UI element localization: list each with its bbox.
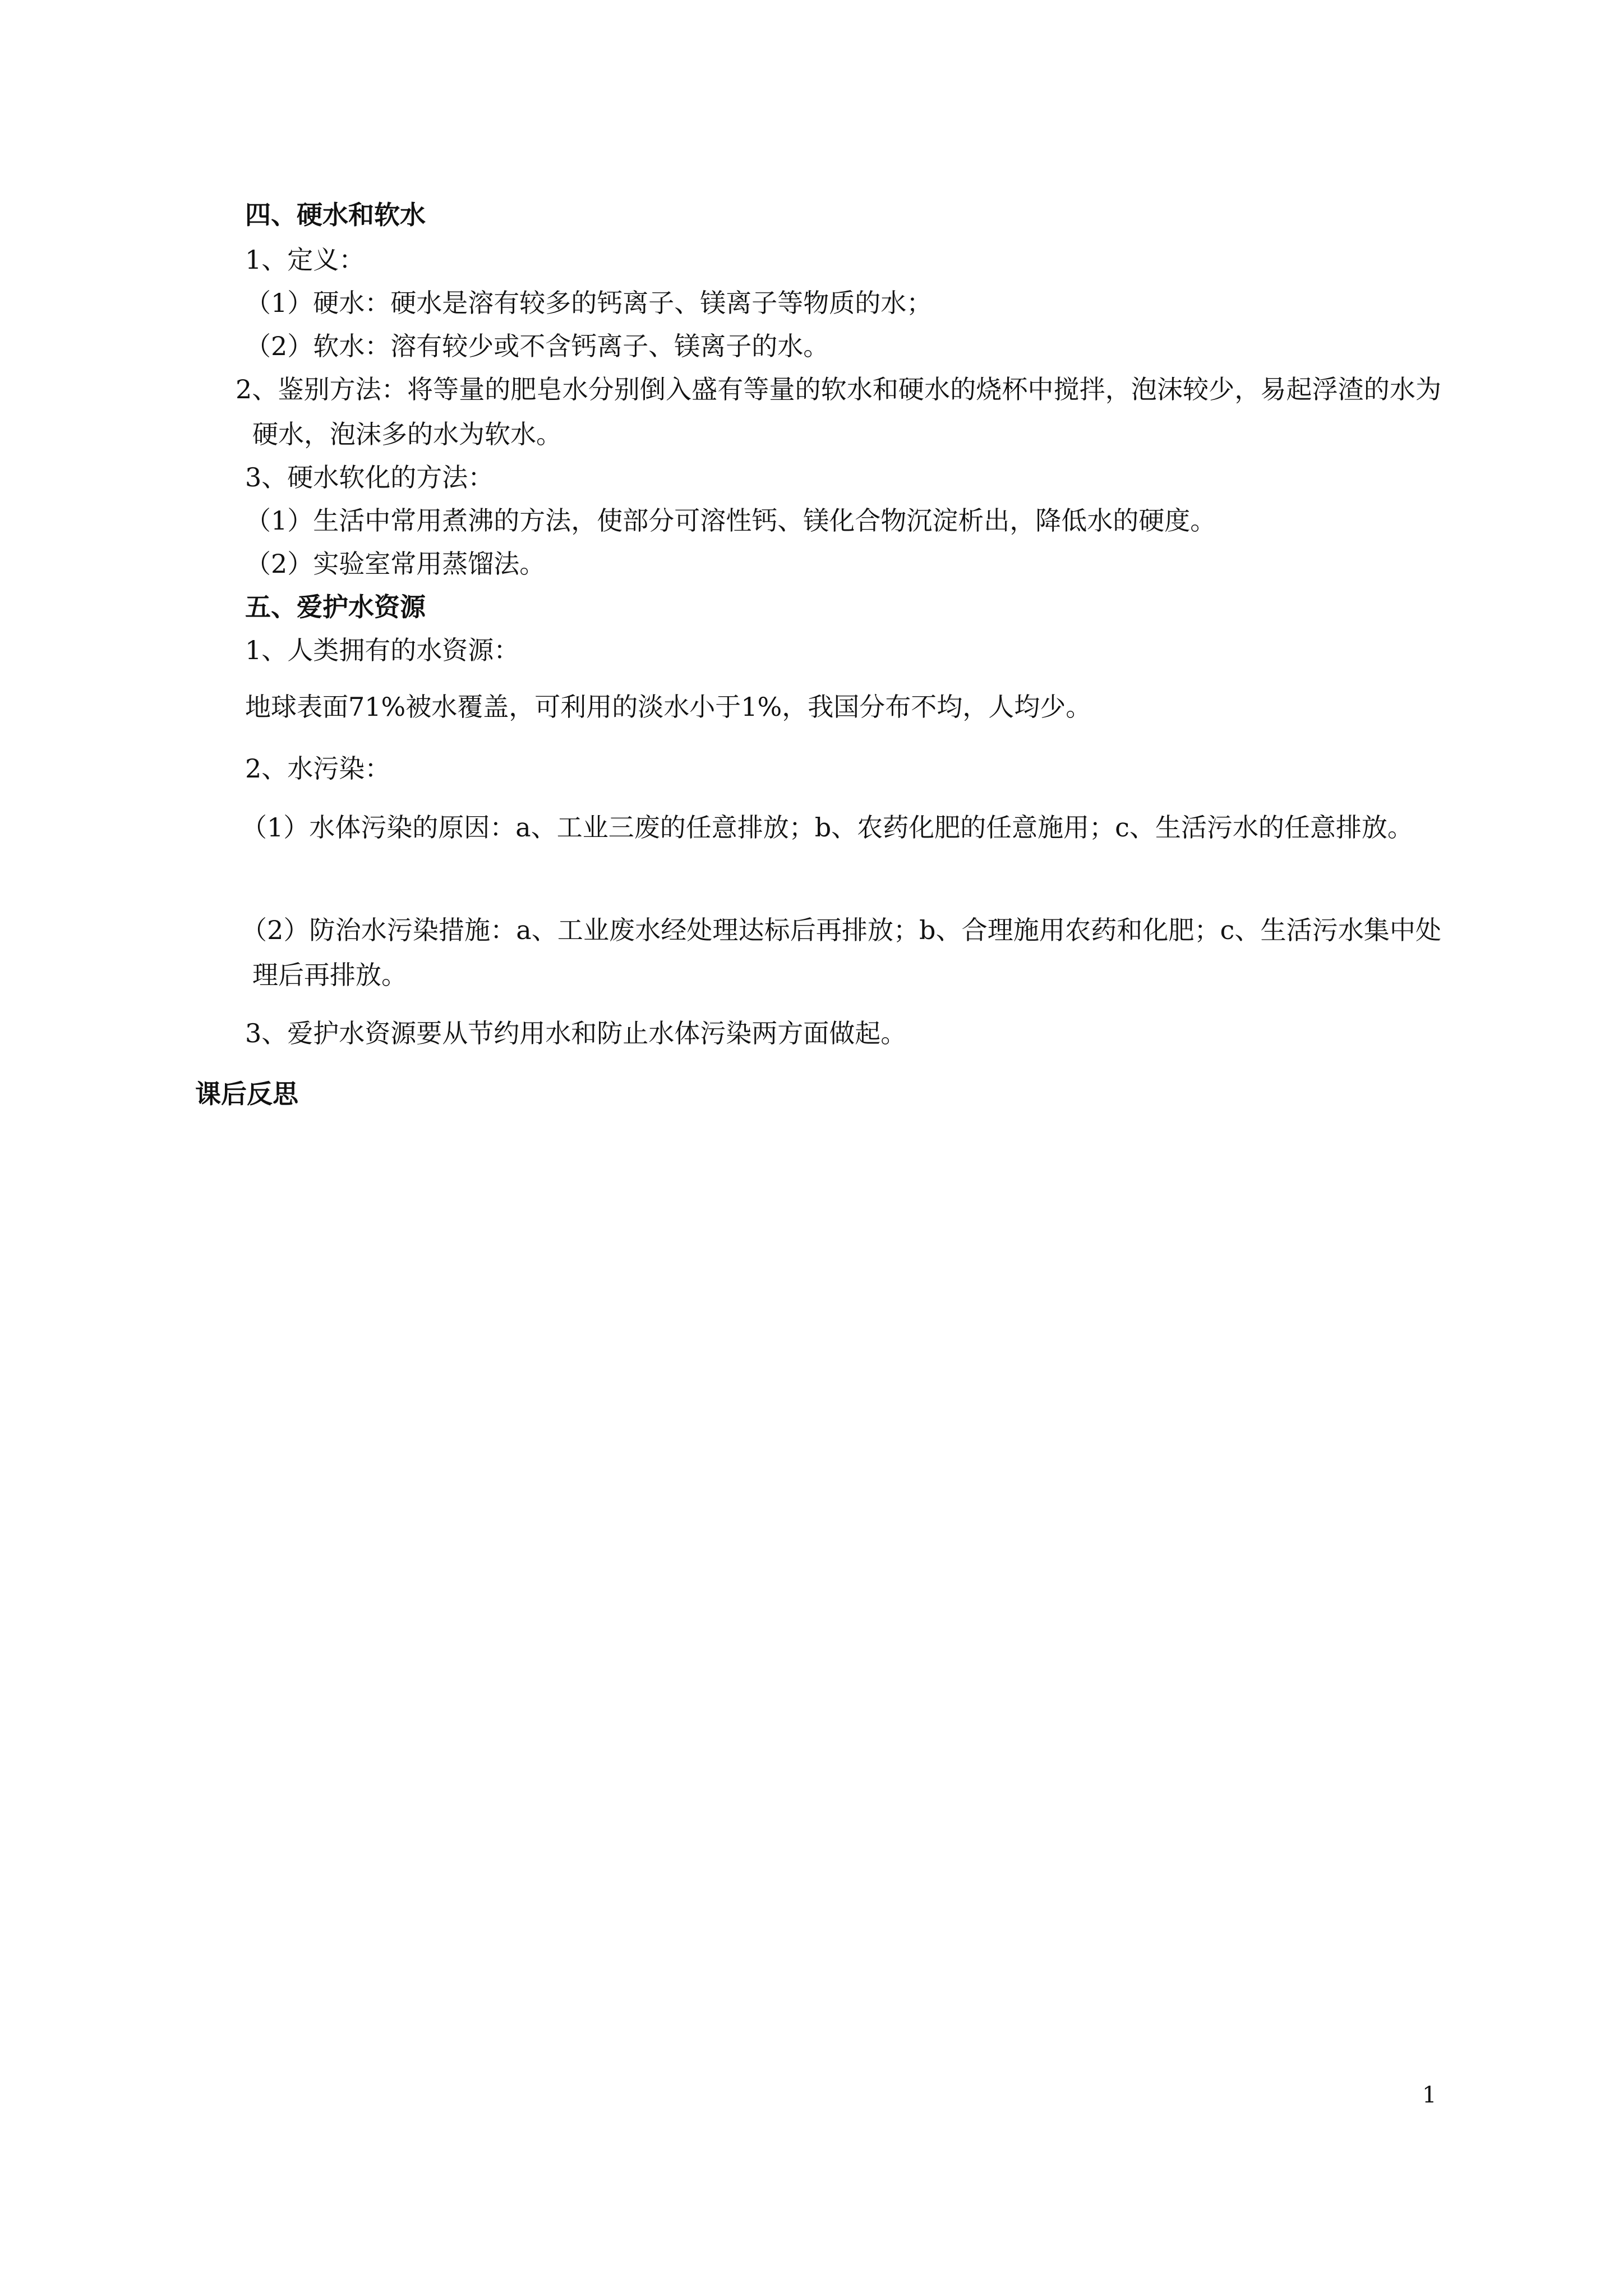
section-5-item-2-2-text: （2）防治水污染措施：a、工业废水经处理达标后再排放；b、合理施用农药和化肥；c、生活污水集中处理后再排放。 xyxy=(241,915,1441,990)
section-5-item-1-text: 地球表面71%被水覆盖，可利用的淡水小于1%，我国分布不均，人均少。 xyxy=(245,692,1092,722)
section-4-item-1-1: （1）硬水：硬水是溶有较多的钙离子、镁离子等物质的水； xyxy=(245,288,933,318)
section-4-heading: 四、硬水和软水 xyxy=(245,200,426,230)
reflection-heading: 课后反思 xyxy=(195,1079,298,1109)
section-4-item-2 xyxy=(236,367,1441,457)
section-4-item-2-text: 2、鉴别方法：将等量的肥皂水分别倒入盛有等量的软水和硬水的烧杯中搅拌，泡沫较少，易起浮渣的水为硬水，泡沫多的水为软水。 xyxy=(236,374,1441,449)
section-5-item-2-1 xyxy=(241,805,1441,850)
section-5-item-2-2 xyxy=(241,908,1441,997)
section-5-heading: 五、爱护水资源 xyxy=(245,592,426,622)
page-number: 1 xyxy=(1422,2082,1437,2108)
section-4-item-3-1: （1）生活中常用煮沸的方法，使部分可溶性钙、镁化合物沉淀析出，降低水的硬度。 xyxy=(245,505,1216,536)
section-4-item-1: 1、定义： xyxy=(245,245,365,275)
section-5-item-2: 2、水污染： xyxy=(245,753,391,784)
section-4-item-3-2: （2）实验室常用蒸馏法。 xyxy=(245,549,546,579)
section-5-item-3: 3、爱护水资源要从节约用水和防止水体污染两方面做起。 xyxy=(245,1018,907,1048)
section-4-item-1-2: （2）软水：溶有较少或不含钙离子、镁离子的水。 xyxy=(245,331,829,361)
section-5-item-2-1-text: （1）水体污染的原因：a、工业三废的任意排放；b、农药化肥的任意施用；c、生活污水的任意排放。 xyxy=(241,812,1413,843)
section-5-item-1: 1、人类拥有的水资源： xyxy=(245,635,520,665)
section-4-item-3: 3、硬水软化的方法： xyxy=(245,462,494,493)
